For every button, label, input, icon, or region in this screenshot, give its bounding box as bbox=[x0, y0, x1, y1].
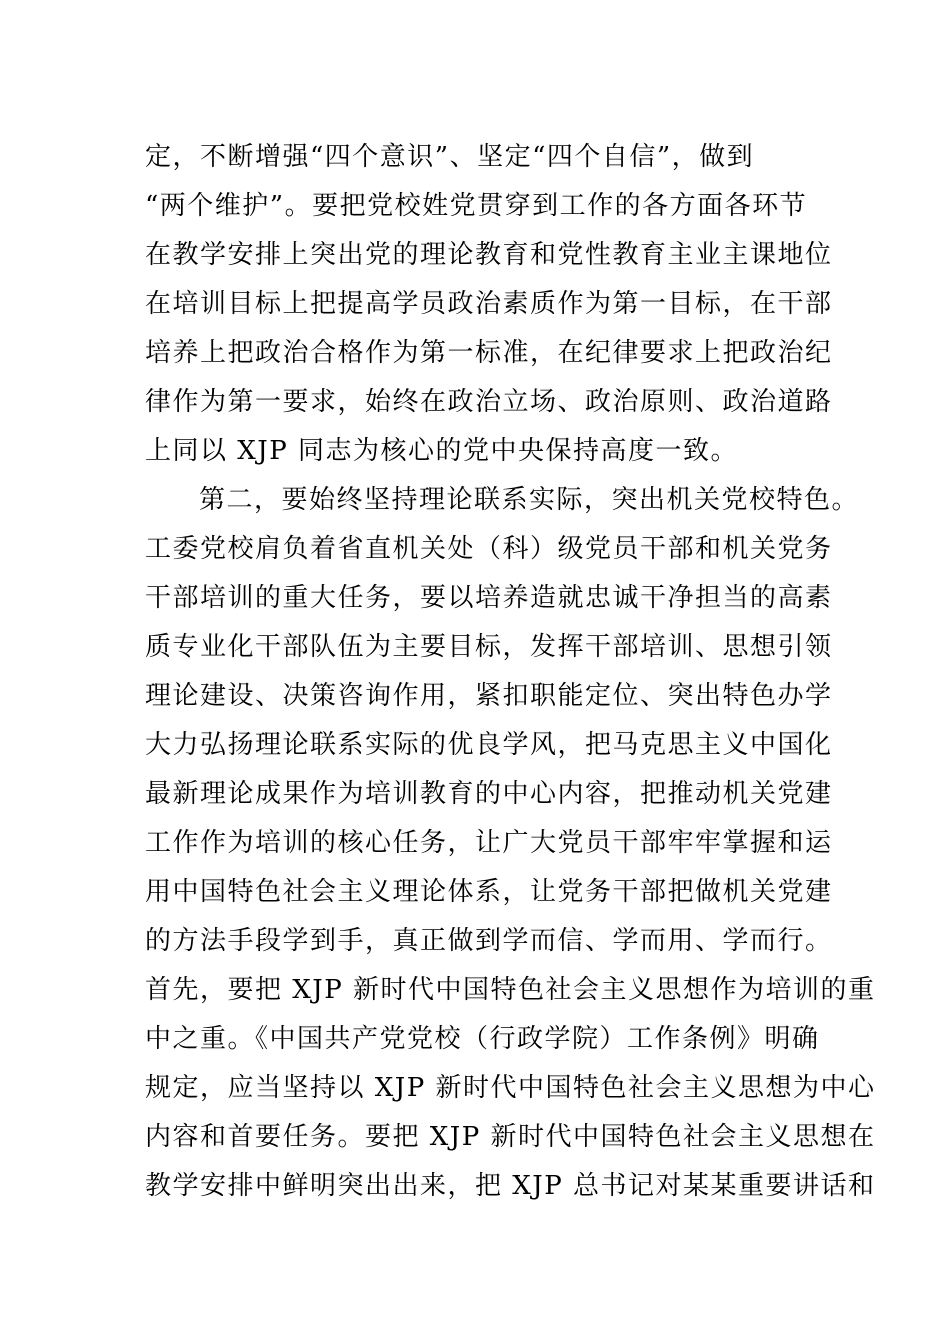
text-line-4: 在培训目标上把提高学员政治素质作为第一目标，在干部 bbox=[145, 289, 833, 319]
text-line-18: 首先，要把 XJP 新时代中国特色社会主义思想作为培训的重 bbox=[145, 975, 876, 1005]
text-line-22: 教学安排中鲜明突出出来，把 XJP 总书记对某某重要讲话和 bbox=[145, 1171, 876, 1201]
text-line-17: 的方法手段学到手，真正做到学而信、学而用、学而行。 bbox=[145, 926, 833, 956]
text-line-11: 质专业化干部队伍为主要目标，发挥干部培训、思想引领 bbox=[145, 632, 833, 662]
text-line-12: 理论建设、决策咨询作用，紧扣职能定位、突出特色办学 bbox=[145, 681, 833, 711]
text-line-5: 培养上把政治合格作为第一标准，在纪律要求上把政治纪 bbox=[145, 338, 833, 368]
text-line-6: 律作为第一要求，始终在政治立场、政治原则、政治道路 bbox=[145, 387, 833, 417]
text-line-10: 干部培训的重大任务，要以培养造就忠诚干净担当的高素 bbox=[145, 583, 833, 613]
text-line-14: 最新理论成果作为培训教育的中心内容，把推动机关党建 bbox=[145, 779, 833, 809]
text-line-19: 中之重。《中国共产党党校（行政学院）工作条例》明确 bbox=[145, 1024, 820, 1054]
text-line-16: 用中国特色社会主义理论体系，让党务干部把做机关党建 bbox=[145, 877, 833, 907]
paragraph-heading-second: 第二，要始终坚持理论联系实际，突出机关党校特色。 bbox=[199, 485, 860, 515]
text-line-1: 定，不断增强“四个意识”、坚定“四个自信”，做到 bbox=[145, 142, 755, 172]
text-line-2: “两个维护”。要把党校姓党贯穿到工作的各方面各环节 bbox=[145, 191, 808, 221]
text-line-13: 大力弘扬理论联系实际的优良学风，把马克思主义中国化 bbox=[145, 730, 833, 760]
text-line-3: 在教学安排上突出党的理论教育和党性教育主业主课地位 bbox=[145, 240, 833, 270]
text-line-15: 工作作为培训的核心任务，让广大党员干部牢牢掌握和运 bbox=[145, 828, 833, 858]
text-line-20: 规定，应当坚持以 XJP 新时代中国特色社会主义思想为中心 bbox=[145, 1073, 876, 1103]
document-body bbox=[145, 133, 876, 1211]
text-line-21: 内容和首要任务。要把 XJP 新时代中国特色社会主义思想在 bbox=[145, 1122, 876, 1152]
text-line-7: 上同以 XJP 同志为核心的党中央保持高度一致。 bbox=[145, 436, 738, 466]
text-line-9: 工委党校肩负着省直机关处（科）级党员干部和机关党务 bbox=[145, 534, 833, 564]
